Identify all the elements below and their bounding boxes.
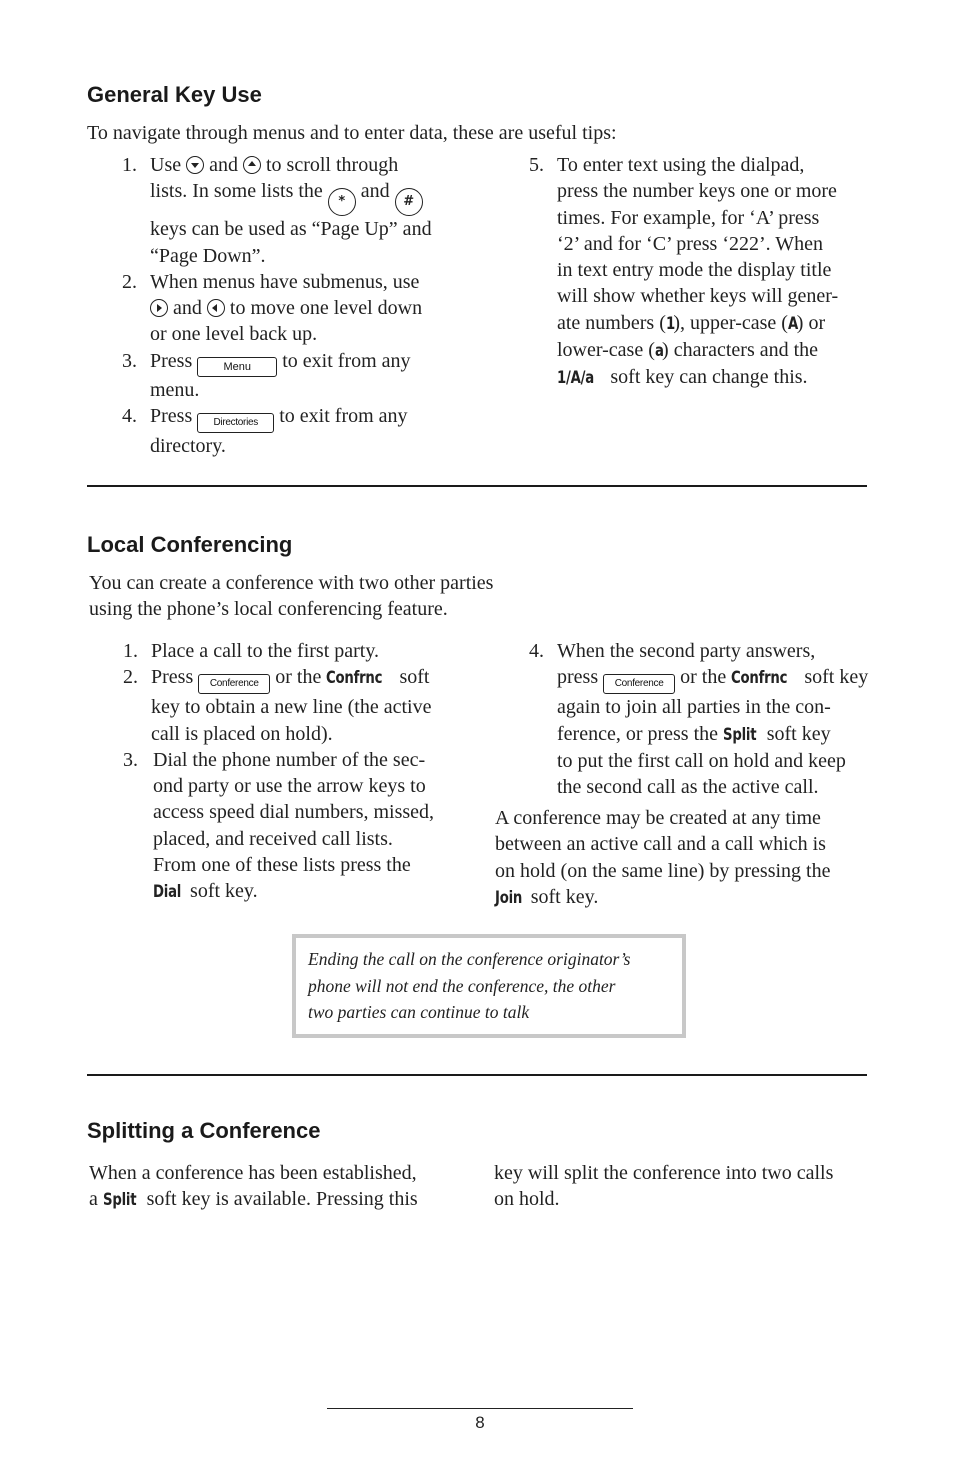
hash-key-icon: # — [395, 188, 423, 216]
star-key-icon: * — [328, 188, 356, 216]
conference-key-icon: Conference — [198, 674, 270, 694]
local-intro: You can create a conference with two other parties using the phone’s local conferencing feature. — [89, 572, 494, 621]
split-text-left: When a conference has been established, a Split soft key is available. Pressing this — [89, 1160, 469, 1214]
list-item: 3. Press Menu to exit from any menu. — [122, 349, 411, 401]
conference-key-icon: Conference — [603, 674, 675, 694]
arrow-left-icon — [207, 299, 225, 317]
scroll-down-icon — [186, 156, 204, 174]
footer-rule — [327, 1408, 633, 1409]
splitting-conference-heading: Splitting a Conference — [87, 1118, 321, 1143]
list-item: 4. Press Directories to exit from any directory. — [122, 405, 408, 458]
local-list-right — [529, 638, 877, 800]
section-divider — [87, 1074, 867, 1076]
list-item: 2. When menus have submenus, use and to move one level down or one level back up. — [122, 270, 423, 346]
general-intro: To navigate through menus and to enter data, these are useful tips: — [87, 122, 617, 144]
list-item: 4. When the second party answers, press Conference or the Confrnc soft key again to join all parties in the con- ference, or press the Split soft key to put the first call on hold and keep the second call as the active call. — [529, 640, 869, 799]
softkey-1: 1 — [665, 313, 675, 334]
softkey-split: Split — [102, 1190, 137, 1211]
softkey-a: a — [654, 341, 664, 362]
softkey-confrnc: Confrnc — [731, 668, 788, 689]
menu-key-icon: Menu — [197, 357, 277, 377]
general-key-use-heading: General Key Use — [87, 82, 262, 107]
list-item: 5. To enter text using the dialpad, press the number keys one or more times. For example, for ‘A’ press ‘2’ and for ‘C’ press ‘222’. When in text entry mode the display title will show whether keys will gener- ate numbers (1), upper-case (A) or lower-case (a) characters and the 1/A/a soft key can change this. — [557, 152, 877, 392]
softkey-A: A — [787, 313, 798, 334]
list-item: 2. Press Conference or the Confrnc soft key to obtain a new line (the active call is placed on hold). — [123, 666, 432, 745]
softkey-split: Split — [723, 724, 757, 745]
scroll-up-icon — [243, 156, 261, 174]
list-item: 3. Dial the phone number of the sec- ond party or use the arrow keys to access speed dial numbers, missed, placed, and received call lists. From one of these lists press the Dial soft key. — [151, 747, 471, 906]
local-paragraph: A conference may be created at any time between an active call and a call which is on hold (on the same line) by pressing the Join soft key. — [495, 805, 875, 911]
softkey-confrnc: Confrnc — [326, 668, 383, 689]
note-box: Ending the call on the conference originator’s phone will not end the conference, the other two parties can continue to talk — [292, 934, 686, 1038]
split-text-right: key will split the conference into two calls on hold. — [494, 1162, 834, 1211]
page-number: 8 — [475, 1413, 485, 1432]
arrow-right-icon — [150, 299, 168, 317]
local-list-left — [123, 638, 471, 906]
list-item: 1. Place a call to the first party. — [123, 640, 380, 662]
softkey-join: Join — [495, 887, 523, 908]
directories-key-icon: Directories — [197, 413, 274, 433]
general-list-right — [529, 152, 877, 392]
list-item: 1. Use and to scroll through lists. In some lists the * and # keys can be used as “Page Up” and “Page Down”. — [122, 154, 432, 267]
softkey-dial: Dial — [153, 882, 182, 903]
softkey-1-A-a: 1/A/a — [557, 368, 594, 389]
general-list-left — [122, 152, 480, 459]
local-conferencing-heading: Local Conferencing — [87, 532, 293, 557]
section-divider — [87, 485, 867, 487]
